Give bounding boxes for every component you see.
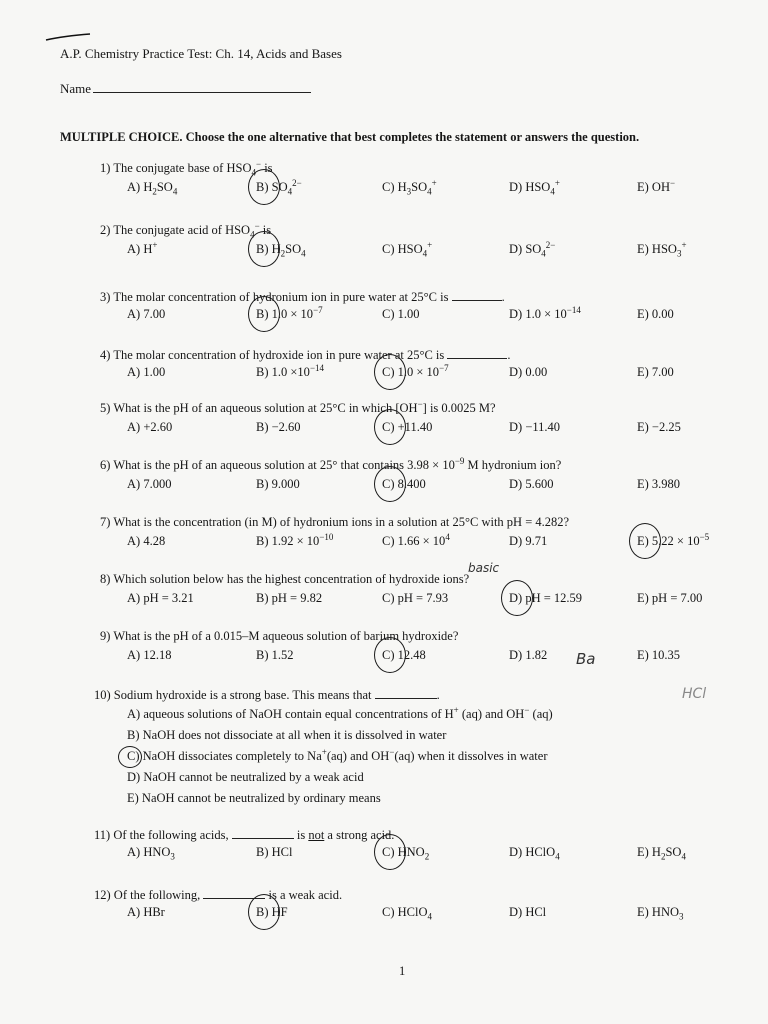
answer-circle-mark bbox=[374, 466, 406, 502]
question-6-option-C[interactable]: C) 8.400 bbox=[382, 477, 426, 491]
question-12-option-E[interactable]: E) $HNO_3$ bbox=[637, 905, 684, 922]
question-11-option-E[interactable]: E) $H_2SO_4$ bbox=[637, 845, 686, 862]
question-number: 10) bbox=[94, 688, 111, 702]
answer-circle-mark bbox=[374, 409, 406, 445]
question-7-stem: 7) What is the concentration (in M) of hydronium ions in a solution at 25°C with pH = 4.282? bbox=[100, 515, 570, 529]
question-6-option-D[interactable]: D) 5.600 bbox=[509, 477, 554, 491]
question-10-option-A[interactable]: A) aqueous solutions of NaOH contain equal concentrations of H+ (aq) and OH− (aq) bbox=[127, 704, 553, 721]
question-3-option-E[interactable]: E) 0.00 bbox=[637, 307, 674, 321]
question-4-option-A[interactable]: A) 1.00 bbox=[127, 365, 166, 379]
question-4-option-E[interactable]: E) 7.00 bbox=[637, 365, 674, 379]
question-number: 7) bbox=[100, 515, 111, 529]
question-number: 6) bbox=[100, 458, 111, 472]
question-8-option-B[interactable]: B) pH = 9.82 bbox=[256, 591, 323, 605]
question-11-option-C[interactable]: C) $HNO_2$ bbox=[382, 845, 430, 862]
question-number: 8) bbox=[100, 572, 111, 586]
question-1-stem: 1) The conjugate base of $HSO_4^-$ is bbox=[100, 158, 273, 178]
question-8-option-D[interactable]: D) pH = 12.59 bbox=[509, 591, 583, 605]
question-2-option-B[interactable]: B) $H_2SO_4$ bbox=[256, 242, 306, 259]
question-number: 3) bbox=[100, 290, 111, 304]
answer-circle-mark bbox=[501, 580, 533, 616]
question-8-option-C[interactable]: C) pH = 7.93 bbox=[382, 591, 449, 605]
question-12-option-A[interactable]: A) HBr bbox=[127, 905, 165, 919]
question-5-option-D[interactable]: D) −11.40 bbox=[509, 420, 561, 434]
page-number: 1 bbox=[399, 964, 406, 978]
question-1-option-B[interactable]: B) $SO_4^{2-}$ bbox=[256, 177, 302, 197]
question-8-option-E[interactable]: E) pH = 7.00 bbox=[637, 591, 703, 605]
question-10-option-D[interactable]: D) NaOH cannot be neutralized by a weak acid bbox=[127, 770, 364, 784]
answer-circle-mark bbox=[118, 746, 142, 768]
question-1-option-D[interactable]: D) $HSO_4^+$ bbox=[509, 177, 560, 197]
question-number: 5) bbox=[100, 401, 111, 415]
question-3-option-C[interactable]: C) 1.00 bbox=[382, 307, 420, 321]
question-3-stem: 3) The molar concentration of hydronium ion in pure water at 25°C is . bbox=[100, 290, 505, 304]
question-6-option-E[interactable]: E) 3.980 bbox=[637, 477, 681, 491]
question-8-stem: 8) Which solution below has the highest concentration of hydroxide ions? bbox=[100, 572, 470, 586]
question-7-option-D[interactable]: D) 9.71 bbox=[509, 534, 548, 548]
question-9-stem: 9) What is the pH of a 0.015–M aqueous solution of barium hydroxide? bbox=[100, 629, 459, 643]
question-7-option-E[interactable]: E) $5.22 \times 10^{-5}$ bbox=[637, 531, 710, 548]
name-blank[interactable] bbox=[93, 80, 311, 93]
question-6-option-B[interactable]: B) 9.000 bbox=[256, 477, 300, 491]
question-12-option-D[interactable]: D) HCl bbox=[509, 905, 547, 919]
answer-circle-mark bbox=[248, 894, 280, 930]
question-1-option-C[interactable]: C) $H_3SO_4^+$ bbox=[382, 177, 437, 197]
question-2-option-E[interactable]: E) $HSO_3^+$ bbox=[637, 239, 687, 259]
question-4-option-C[interactable]: C) $1.0 \times 10^{-7}$ bbox=[382, 362, 449, 379]
answer-circle-mark bbox=[248, 231, 280, 267]
question-10-option-B[interactable]: B) NaOH does not dissociate at all when it is dissolved in water bbox=[127, 728, 447, 742]
question-3-option-A[interactable]: A) 7.00 bbox=[127, 307, 166, 321]
question-8-option-A[interactable]: A) pH = 3.21 bbox=[127, 591, 194, 605]
question-11-stem: 11) Of the following acids, is not a strong acid. bbox=[94, 828, 395, 842]
question-number: 4) bbox=[100, 348, 111, 362]
doc-title: A.P. Chemistry Practice Test: Ch. 14, Acids and Bases bbox=[60, 46, 342, 61]
question-7-option-C[interactable]: C) $1.66 \times 10^4$ bbox=[382, 531, 450, 548]
question-11-option-D[interactable]: D) HClO$_4$ bbox=[509, 845, 560, 862]
question-2-option-D[interactable]: D) $SO_4^{2-}$ bbox=[509, 239, 556, 259]
answer-circle-mark bbox=[248, 169, 280, 205]
question-12-stem: 12) Of the following, is a weak acid. bbox=[94, 888, 343, 902]
instructions: MULTIPLE CHOICE. Choose the one alternative that best completes the statement or answers the question. bbox=[60, 130, 640, 144]
question-3-option-B[interactable]: B) $1.0 \times 10^{-7}$ bbox=[256, 304, 323, 321]
question-number: 1) bbox=[100, 161, 111, 175]
question-11-option-B[interactable]: B) HCl bbox=[256, 845, 293, 859]
question-9-option-E[interactable]: E) 10.35 bbox=[637, 648, 681, 662]
question-number: 2) bbox=[100, 223, 111, 237]
question-10-option-C[interactable]: C) NaOH dissociates completely to Na+(aq) and OH−(aq) when it dissolves in water bbox=[127, 746, 548, 763]
question-10-stem: 10) Sodium hydroxide is a strong base. This means that . bbox=[94, 688, 440, 702]
question-5-option-E[interactable]: E) −2.25 bbox=[637, 420, 681, 434]
question-5-option-A[interactable]: A) +2.60 bbox=[127, 420, 173, 434]
question-1-option-A[interactable]: A) $H_2SO_4$ bbox=[127, 180, 178, 197]
question-4-stem: 4) The molar concentration of hydroxide ion in pure water at 25°C is . bbox=[100, 348, 511, 362]
question-12-option-C[interactable]: C) HClO$_4$ bbox=[382, 905, 432, 922]
answer-circle-mark bbox=[248, 296, 280, 332]
question-9-option-A[interactable]: A) 12.18 bbox=[127, 648, 172, 662]
answer-circle-mark bbox=[374, 834, 406, 870]
question-number: 9) bbox=[100, 629, 111, 643]
handwritten-note-hcl: HCl bbox=[682, 686, 707, 702]
question-5-option-B[interactable]: B) −2.60 bbox=[256, 420, 301, 434]
question-11-option-A[interactable]: A) $HNO_3$ bbox=[127, 845, 175, 862]
answer-circle-mark bbox=[629, 523, 661, 559]
name-label: Name bbox=[60, 81, 92, 96]
question-5-option-C[interactable]: C) +11.40 bbox=[382, 420, 433, 434]
question-12-option-B[interactable]: B) HF bbox=[256, 905, 288, 919]
handwritten-note-basic: basic bbox=[468, 561, 500, 575]
question-7-option-B[interactable]: B) $1.92 \times 10^{-10}$ bbox=[256, 531, 334, 548]
question-7-option-A[interactable]: A) 4.28 bbox=[127, 534, 166, 548]
question-9-option-B[interactable]: B) 1.52 bbox=[256, 648, 294, 662]
question-9-option-C[interactable]: C) 12.48 bbox=[382, 648, 426, 662]
question-number: 12) bbox=[94, 888, 111, 902]
question-number: 11) bbox=[94, 828, 111, 842]
name-field[interactable] bbox=[60, 80, 311, 97]
question-2-stem: 2) The conjugate acid of $HSO_4^-$ is bbox=[100, 220, 272, 240]
question-2-option-A[interactable]: A) H+ bbox=[127, 239, 158, 256]
question-1-option-E[interactable]: E) OH− bbox=[637, 177, 676, 194]
answer-circle-mark bbox=[374, 637, 406, 673]
question-3-option-D[interactable]: D) $1.0 \times 10^{-14}$ bbox=[509, 304, 581, 321]
question-10-option-E[interactable]: E) NaOH cannot be neutralized by ordinary means bbox=[127, 791, 381, 805]
answer-circle-mark bbox=[374, 354, 406, 390]
question-4-option-D[interactable]: D) 0.00 bbox=[509, 365, 548, 379]
question-5-stem: 5) What is the pH of an aqueous solution at 25°C in which [OH−] is 0.0025 M? bbox=[100, 398, 496, 415]
question-2-option-C[interactable]: C) $HSO_4^+$ bbox=[382, 239, 433, 259]
question-6-stem: 6) What is the pH of an aqueous solution at 25° that contains $3.98 \times 10^{-9}$ M hydronium ion? bbox=[100, 455, 562, 472]
question-4-option-B[interactable]: B) $1.0 \times 10^{-14}$ bbox=[256, 362, 325, 379]
question-9-option-D[interactable]: D) 1.82 bbox=[509, 648, 548, 662]
pen-stroke-icon bbox=[44, 30, 94, 44]
question-6-option-A[interactable]: A) 7.000 bbox=[127, 477, 172, 491]
handwritten-note-ba: Ba bbox=[576, 650, 596, 668]
